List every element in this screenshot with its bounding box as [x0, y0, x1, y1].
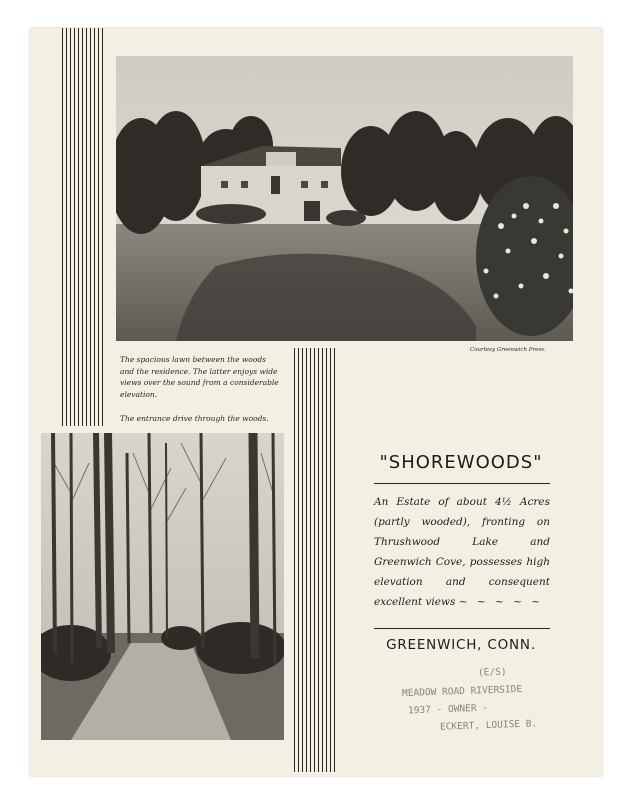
title-rule [374, 483, 550, 484]
drive-caption: The entrance drive through the woods. [120, 414, 269, 423]
estate-description [374, 492, 550, 612]
description-text: An Estate of about 4½ Acres (partly wooded), fronting on Thrushwood Lake and Greenwich Cove, possesses high elevation and consequent excellent views [374, 496, 550, 608]
photo-credit: Courtesy Greenwich Press. [470, 347, 546, 353]
decorative-stripes-top-left [62, 28, 104, 426]
estate-title: "SHOREWOODS" [379, 452, 543, 473]
residence-photo [116, 56, 573, 341]
decorative-stripes-center [294, 348, 336, 772]
handwritten-note-line-1: (E/S) [477, 666, 507, 679]
handwritten-note-line-4: ECKERT, LOUISE B. [439, 718, 538, 733]
location-rule [374, 628, 550, 629]
handwritten-note-line-2: MEADOW ROAD RIVERSIDE [401, 683, 523, 700]
handwritten-note-line-3: 1937 - OWNER - [407, 702, 489, 717]
location-heading: GREENWICH, CONN. [386, 637, 536, 653]
woods-drive-photo [41, 433, 284, 740]
wave-ornament: ~ ~ ~ ~ ~ [458, 596, 544, 608]
lawn-caption: The spacious lawn between the woods and the residence. The latter enjoys wide views over the sound from a considerable elevation. [120, 355, 279, 399]
